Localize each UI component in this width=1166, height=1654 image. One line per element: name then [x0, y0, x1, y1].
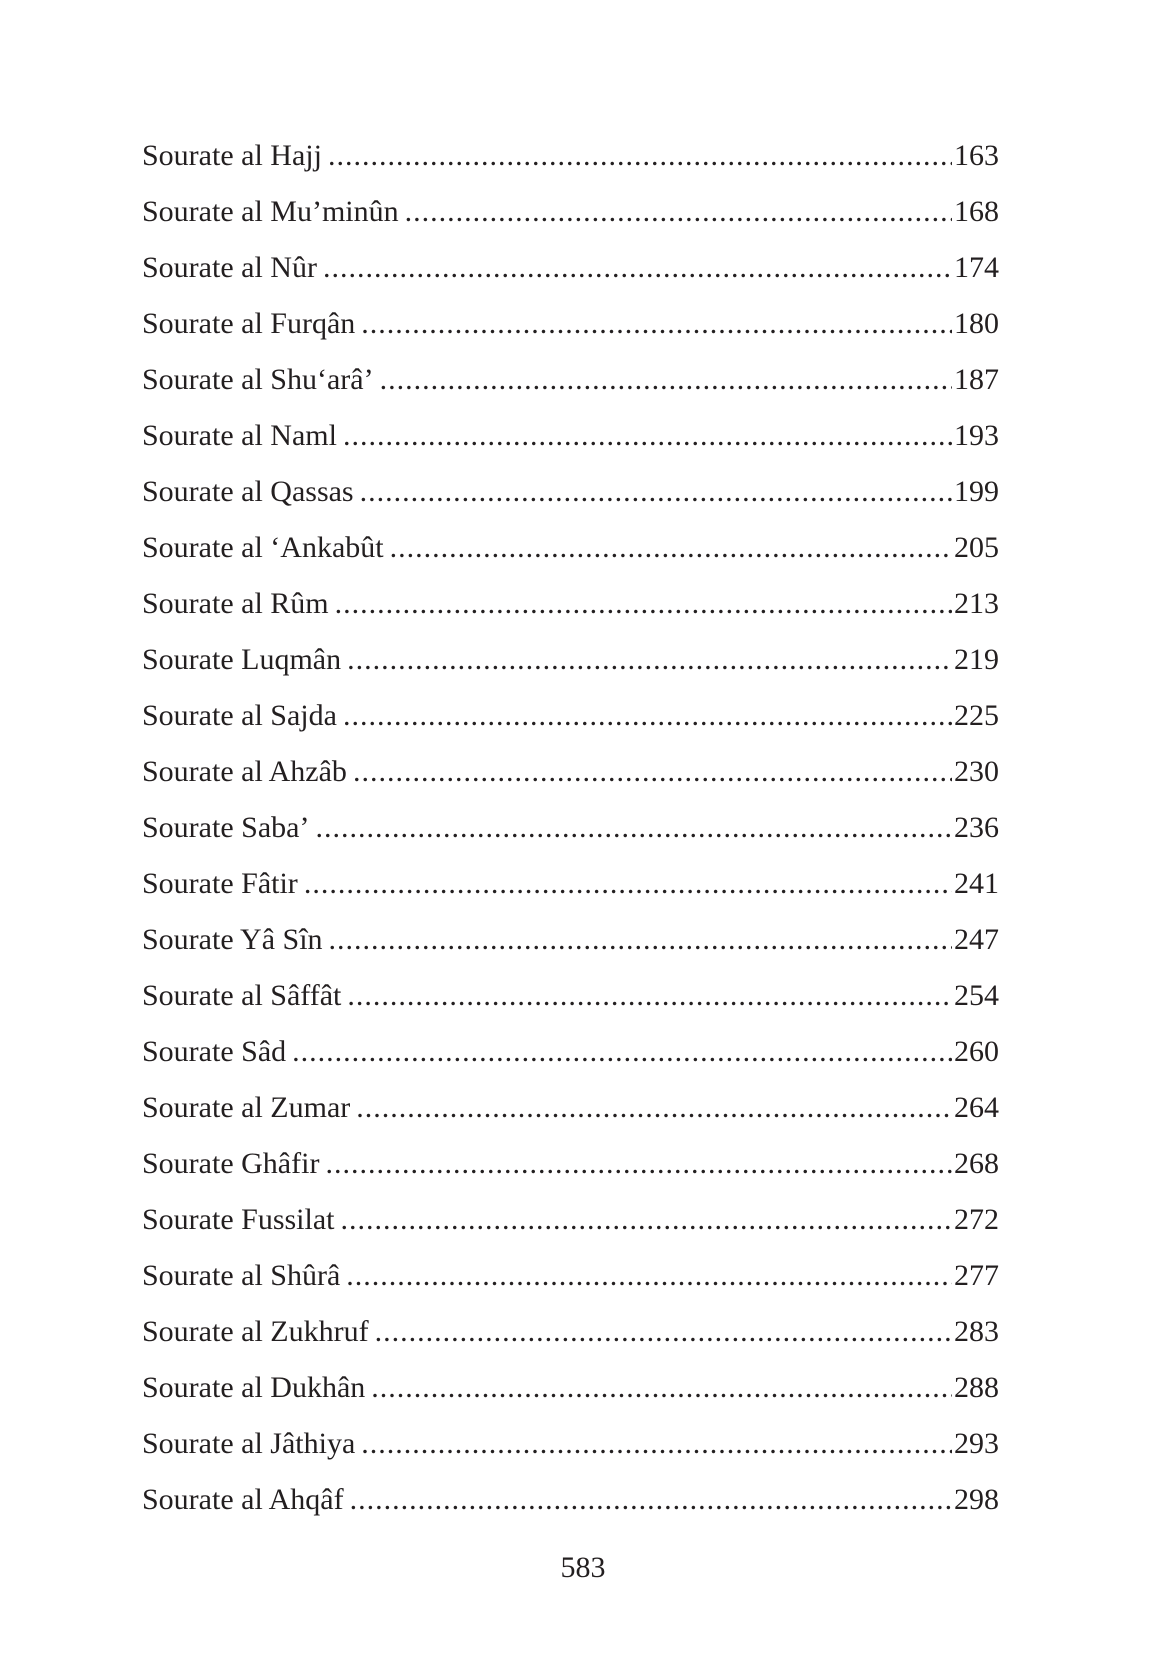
- toc-entry[interactable]: [142, 1304, 999, 1360]
- toc-entry-page: 193: [954, 419, 999, 452]
- toc-entry-title: Sourate al Nûr: [142, 251, 317, 284]
- toc-entry-title: Sourate al Mu’minûn: [142, 195, 399, 228]
- toc-entry-page: 260: [954, 1035, 999, 1068]
- toc-entry-page: 174: [954, 251, 999, 284]
- toc-entry-title: Sourate al Naml: [142, 419, 337, 452]
- toc-entry-title: Sourate al Ahqâf: [142, 1483, 344, 1516]
- toc-entry-page: 205: [954, 531, 999, 564]
- toc-entry-title: Sourate al Zukhruf: [142, 1315, 369, 1348]
- toc-entry-title: Sourate al Rûm: [142, 587, 329, 620]
- toc-entry-page: 272: [954, 1203, 999, 1236]
- dot-leader: [325, 1136, 952, 1192]
- toc-entry-page: 168: [954, 195, 999, 228]
- toc-entry-title: Sourate al Qassas: [142, 475, 354, 508]
- toc-entry-title: Sourate al Shu‘arâ’: [142, 363, 374, 396]
- toc-entry-page: 254: [954, 979, 999, 1012]
- toc-entry-page: 225: [954, 699, 999, 732]
- dot-leader: [341, 1192, 953, 1248]
- toc-entry[interactable]: [142, 1360, 999, 1416]
- toc-entry-title: Sourate al Hajj: [142, 139, 322, 172]
- toc-entry-page: 187: [954, 363, 999, 396]
- dot-leader: [304, 856, 952, 912]
- dot-leader: [405, 184, 952, 240]
- toc-entry-page: 230: [954, 755, 999, 788]
- toc-entry[interactable]: [142, 968, 999, 1024]
- toc-entry-page: 268: [954, 1147, 999, 1180]
- page-number: 583: [560, 1551, 606, 1584]
- dot-leader: [343, 688, 952, 744]
- toc-entry-page: 277: [954, 1259, 999, 1292]
- toc-entry-title: Sourate al Sajda: [142, 699, 337, 732]
- toc-entry-page: 213: [954, 587, 999, 620]
- toc-entry-page: 199: [954, 475, 999, 508]
- toc-entry-title: Sourate Fussilat: [142, 1203, 335, 1236]
- toc-entry[interactable]: [142, 744, 999, 800]
- toc-entry[interactable]: [142, 352, 999, 408]
- toc-entry-page: 264: [954, 1091, 999, 1124]
- dot-leader: [347, 632, 952, 688]
- toc-entry[interactable]: [142, 1024, 999, 1080]
- toc-entry[interactable]: [142, 1192, 999, 1248]
- toc-entry[interactable]: [142, 520, 999, 576]
- toc-entry-page: 163: [954, 139, 999, 172]
- dot-leader: [329, 912, 952, 968]
- toc-entry-title: Sourate al Zumar: [142, 1091, 351, 1124]
- toc-entry-page: 180: [954, 307, 999, 340]
- toc-entry[interactable]: [142, 912, 999, 968]
- toc-entry[interactable]: [142, 128, 999, 184]
- toc-entry[interactable]: [142, 240, 999, 296]
- dot-leader: [375, 1304, 952, 1360]
- dot-leader: [335, 576, 952, 632]
- toc-entry-title: Sourate Sâd: [142, 1035, 287, 1068]
- toc-entry-page: 298: [954, 1483, 999, 1516]
- toc-entry-page: 283: [954, 1315, 999, 1348]
- toc-entry-title: Sourate al Dukhân: [142, 1371, 366, 1404]
- dot-leader: [343, 408, 952, 464]
- dot-leader: [361, 1416, 952, 1472]
- dot-leader: [371, 1360, 952, 1416]
- dot-leader: [350, 1472, 952, 1528]
- toc-entry[interactable]: [142, 1136, 999, 1192]
- toc-entry-title: Sourate al Ahzâb: [142, 755, 347, 788]
- toc-entry-page: 219: [954, 643, 999, 676]
- toc-entry[interactable]: [142, 1416, 999, 1472]
- toc-entry[interactable]: [142, 800, 999, 856]
- toc-entry-title: Sourate al ‘Ankabût: [142, 531, 384, 564]
- toc-entry-title: Sourate al Furqân: [142, 307, 356, 340]
- toc-entry-title: Sourate Ghâfir: [142, 1147, 320, 1180]
- toc-entry-title: Sourate Saba’: [142, 811, 310, 844]
- toc-entry-page: 288: [954, 1371, 999, 1404]
- toc-entry-page: 236: [954, 811, 999, 844]
- toc-entry[interactable]: [142, 856, 999, 912]
- dot-leader: [328, 128, 952, 184]
- dot-leader: [323, 240, 952, 296]
- toc-entry[interactable]: [142, 1080, 999, 1136]
- toc-entry-page: 241: [954, 867, 999, 900]
- toc-entry[interactable]: [142, 296, 999, 352]
- table-of-contents: [142, 128, 999, 1528]
- toc-entry[interactable]: [142, 1472, 999, 1528]
- toc-entry-title: Sourate al Jâthiya: [142, 1427, 356, 1460]
- dot-leader: [380, 352, 952, 408]
- dot-leader: [347, 968, 952, 1024]
- toc-entry[interactable]: [142, 688, 999, 744]
- dot-leader: [361, 296, 952, 352]
- toc-entry[interactable]: [142, 408, 999, 464]
- toc-entry[interactable]: [142, 184, 999, 240]
- toc-entry-title: Sourate al Shûrâ: [142, 1259, 341, 1292]
- dot-leader: [360, 464, 952, 520]
- dot-leader: [353, 744, 952, 800]
- toc-entry-title: Sourate al Sâffât: [142, 979, 342, 1012]
- toc-entry[interactable]: [142, 632, 999, 688]
- toc-entry[interactable]: [142, 576, 999, 632]
- toc-entry-page: 247: [954, 923, 999, 956]
- toc-entry-page: 293: [954, 1427, 999, 1460]
- toc-entry[interactable]: [142, 1248, 999, 1304]
- toc-entry-title: Sourate Fâtir: [142, 867, 298, 900]
- toc-entry-title: Sourate Yâ Sîn: [142, 923, 323, 956]
- dot-leader: [315, 800, 952, 856]
- dot-leader: [292, 1024, 952, 1080]
- dot-leader: [346, 1248, 952, 1304]
- toc-entry-title: Sourate Luqmân: [142, 643, 342, 676]
- dot-leader: [356, 1080, 952, 1136]
- dot-leader: [390, 520, 952, 576]
- toc-entry[interactable]: [142, 464, 999, 520]
